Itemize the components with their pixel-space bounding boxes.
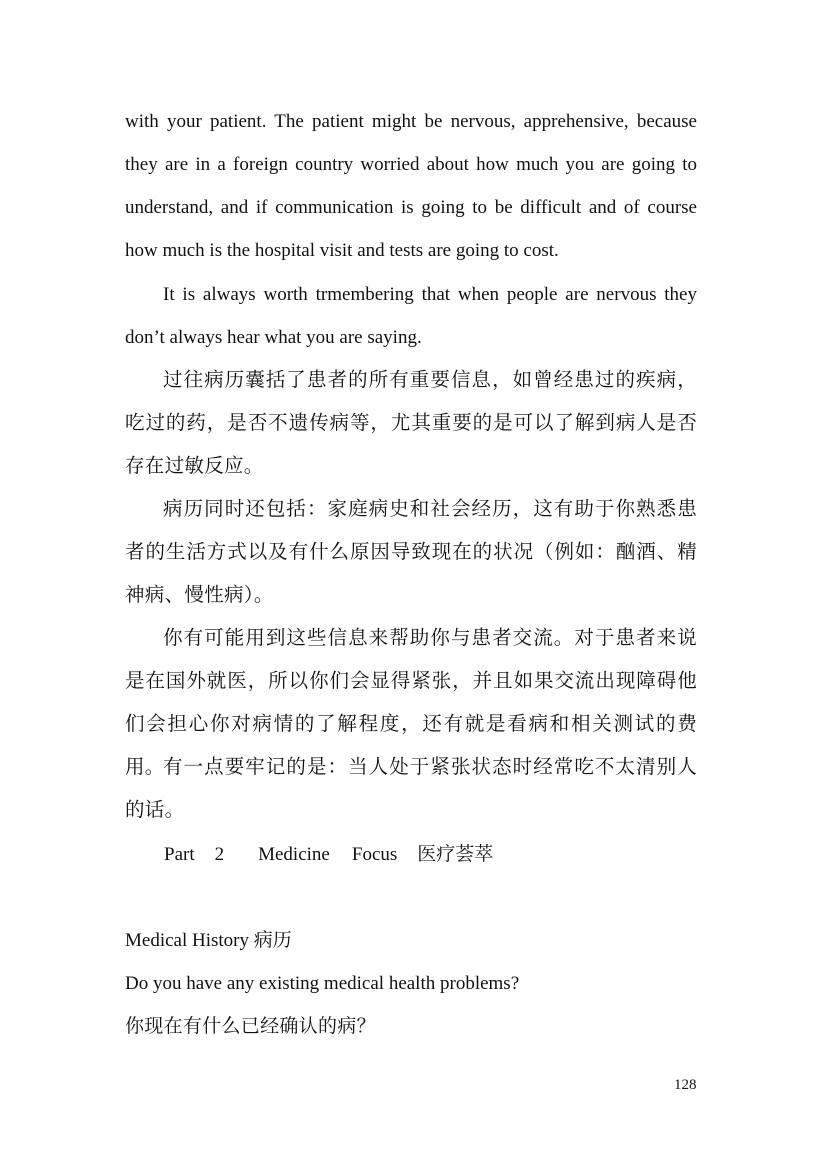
section-heading: Medical History 病历 bbox=[125, 930, 292, 951]
page-number: 128 bbox=[674, 1077, 697, 1093]
part-label: Part bbox=[164, 844, 195, 865]
paragraph-zh-family-history: 病历同时还包括：家庭病史和社会经历，这有助于你熟悉患者的生活方式以及有什么原因导致现在的状况（例如：酗酒、精神病、慢性病）。 bbox=[125, 499, 697, 606]
paragraph-zh-remember: 有一点要牢记的是：当人处于紧张状态时经常吃不太清别人的话。 bbox=[125, 757, 697, 821]
paragraph-zh-history: 过往病历囊括了患者的所有重要信息，如曾经患过的疾病，吃过的药，是否不遗传病等，尤其重要的是可以了解到病人是否存在过敏反应。 bbox=[125, 370, 697, 477]
part-number: 2 bbox=[214, 844, 225, 865]
paragraph-zh-communication: 你有可能用到这些信息来帮助你与患者交流。对于患者来说是在国外就医，所以你们会显得紧张，并且如果交流出现障碍他们会担心你对病情的了解程度，还有就是看病和相关测试的费用。 bbox=[125, 628, 697, 778]
question-zh: 你现在有什么已经确认的病？ bbox=[125, 1016, 376, 1037]
part-title-en-1: Medicine bbox=[258, 844, 330, 865]
question-en: Do you have any existing medical health problems? bbox=[125, 973, 520, 994]
part-heading bbox=[164, 833, 493, 876]
part-title-zh: 医疗荟萃 bbox=[417, 844, 494, 865]
part-title-en-2: Focus bbox=[351, 844, 398, 865]
paragraph-nervous-note: It is always worth trmembering that when people are nervous they don’t always hear what you are saying. bbox=[125, 284, 697, 348]
paragraph-continuation: with your patient. The patient might be nervous, apprehensive, because they are in a foreign country worried about how much you are going to understand, and if communication is going to be difficult and of course how much is the hospital visit and tests are going to cost. bbox=[125, 111, 697, 261]
